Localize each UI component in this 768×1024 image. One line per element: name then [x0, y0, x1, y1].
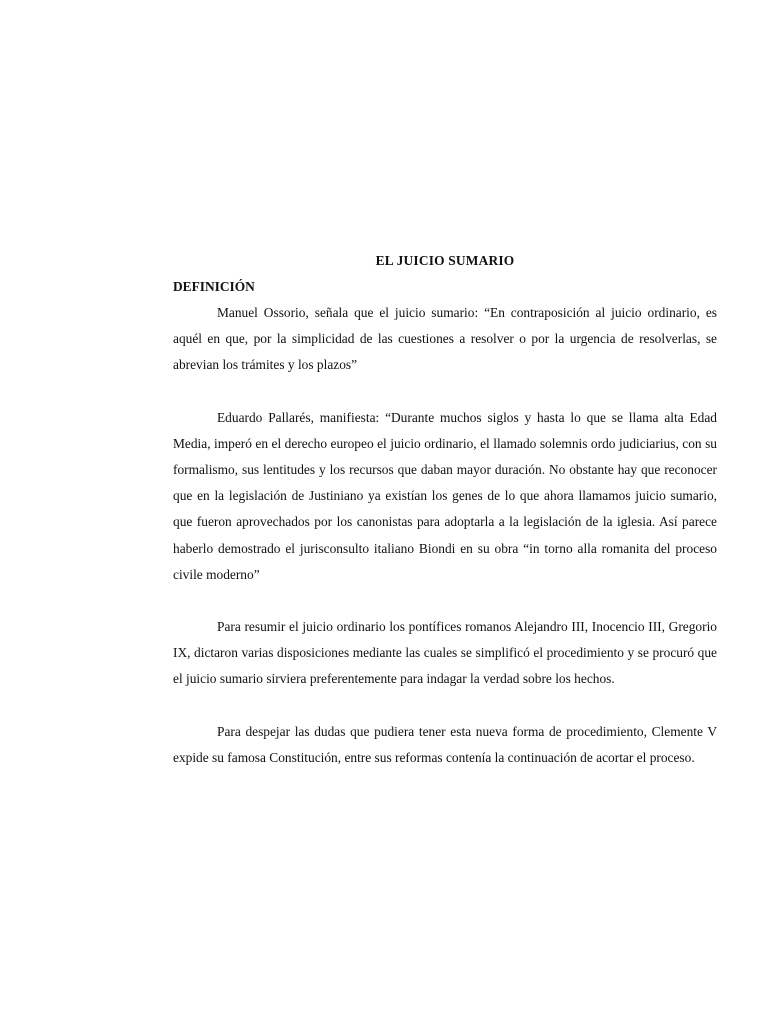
paragraph-spacer — [173, 693, 717, 719]
paragraph-ossorio: Manuel Ossorio, señala que el juicio sumario: “En contraposición al juicio ordinario, es aquél en que, por la simplicidad de las cuestiones a resolver o por la urgencia de resolverlas, se abrevian los trámites y los plazos” — [173, 305, 717, 373]
paragraph-spacer — [173, 588, 717, 614]
paragraph-pallares: Eduardo Pallarés, manifiesta: “Durante muchos siglos y hasta lo que se llama alta Edad Media, imperó en el derecho europeo el juicio ordinario, el llamado solemnis ordo judiciarius, con su formalismo, sus lentitudes y los recursos que daban mayor duración. No obstante hay que reconocer que en la legislación de Justiniano ya existían los genes de lo que ahora llamamos juicio sumario, que fueron aprovechados por los canonistas para adoptarla a la legislación de la iglesia. Así parece haberlo demostrado el jurisconsulto italiano Biondi en su obra “in torno alla romanita del proceso civile moderno” — [173, 409, 717, 582]
paragraph-clemente: Para despejar las dudas que pudiera tener esta nueva forma de procedimiento, Clemente V expide su famosa Constitución, entre sus reformas contenía la continuación de acortar el proceso. — [173, 723, 717, 765]
section-heading: DEFINICIÓN — [173, 279, 255, 294]
document-title: EL JUICIO SUMARIO — [375, 253, 515, 268]
paragraph-spacer — [173, 379, 717, 405]
paragraph-pontifices: Para resumir el juicio ordinario los pontífices romanos Alejandro III, Inocencio III, Gregorio IX, dictaron varias disposiciones mediante las cuales se simplificó el procedimiento y se procuró que el juicio sumario sirviera preferentemente para indagar la verdad sobre los hechos. — [173, 619, 717, 687]
document-body — [173, 248, 717, 771]
